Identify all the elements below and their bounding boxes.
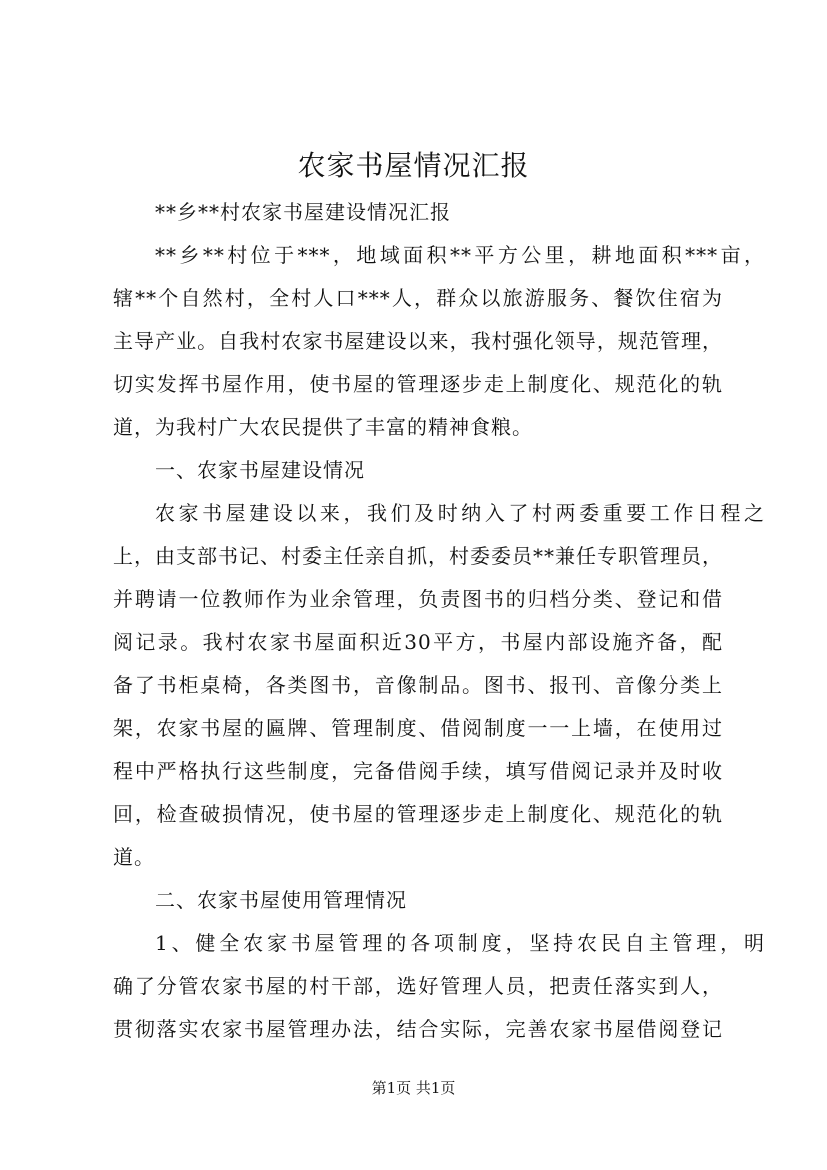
paragraph-line: 主导产业。自我村农家书屋建设以来，我村强化领导，规范管理， — [113, 329, 723, 353]
paragraph-line: 切实发挥书屋作用，使书屋的管理逐步走上制度化、规范化的轨 — [113, 372, 723, 396]
document-title: 农家书屋情况汇报 — [297, 149, 530, 182]
page-number-footer: 第1页 共1页 — [371, 1079, 456, 1097]
section-heading: 二、农家书屋使用管理情况 — [155, 888, 407, 912]
section-heading: 一、农家书屋建设情况 — [155, 458, 365, 482]
paragraph-line: 上，由支部书记、村委主任亲自抓，村委委员**兼任专职管理员， — [113, 544, 723, 568]
report-subtitle: **乡**村农家书屋建设情况汇报 — [155, 200, 451, 224]
paragraph-line: 并聘请一位教师作为业余管理，负责图书的归档分类、登记和借 — [113, 587, 723, 611]
paragraph-line: 道，为我村广大农民提供了丰富的精神食粮。 — [113, 415, 533, 439]
paragraph-line: 1、健全农家书屋管理的各项制度，坚持农民自主管理，明 — [155, 931, 765, 955]
paragraph-line: **乡**村位于***，地域面积**平方公里，耕地面积***亩， — [155, 243, 765, 267]
paragraph-line: 程中严格执行这些制度，完备借阅手续，填写借阅记录并及时收 — [113, 759, 723, 783]
paragraph-line: 道。 — [113, 845, 155, 869]
paragraph-line: 架，农家书屋的匾牌、管理制度、借阅制度一一上墙，在使用过 — [113, 716, 723, 740]
paragraph-line: 辖**个自然村，全村人口***人，群众以旅游服务、餐饮住宿为 — [113, 286, 723, 310]
paragraph-line: 回，检查破损情况，使书屋的管理逐步走上制度化、规范化的轨 — [113, 802, 723, 826]
paragraph-line: 备了书柜桌椅，各类图书，音像制品。图书、报刊、音像分类上 — [113, 673, 723, 697]
paragraph-line: 确了分管农家书屋的村干部，选好管理人员，把责任落实到人， — [113, 974, 723, 998]
paragraph-line: 农家书屋建设以来，我们及时纳入了村两委重要工作日程之 — [155, 501, 765, 525]
paragraph-line: 贯彻落实农家书屋管理办法，结合实际，完善农家书屋借阅登记 — [113, 1017, 723, 1041]
paragraph-line: 阅记录。我村农家书屋面积近30平方，书屋内部设施齐备，配 — [113, 630, 723, 654]
